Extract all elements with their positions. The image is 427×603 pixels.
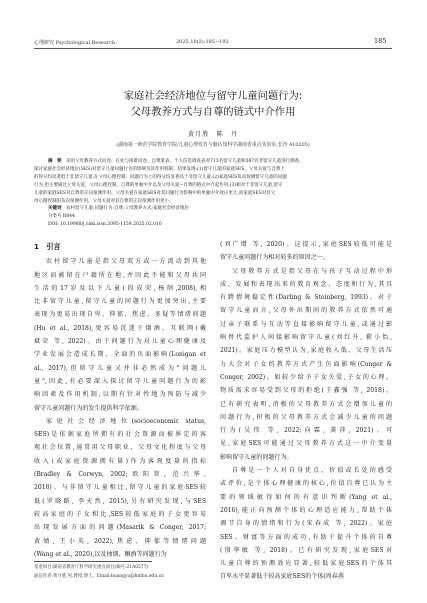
affiliation: (湖南第一师范学院教育学院/儿童心理发育与脑认知科学湖南省重点实验室,长沙 410205)	[116, 142, 310, 148]
abstract-line: 母心理控制的负向预测作用、父母关爱对其自尊的正向预测作用更小。	[34, 198, 174, 204]
header-rule	[34, 48, 392, 49]
body-text-line: 观社会位置,通常用父母职业、父母文化程度与父母	[34, 444, 206, 452]
body-text-line: 斌荣 等, 2022)。由于问题行为对儿童心理健康及	[34, 338, 206, 346]
body-text-line: 父母教养方式是指父母在与孩子互动过程中形	[232, 267, 392, 275]
authors: 黄月胜 陈 丹	[187, 131, 239, 138]
body-text-line: 力大会对子女的教养方式产生负面影响(Conger &	[220, 360, 392, 368]
paper-title-line-2: 父母教养方式与自尊的链式中介作用	[130, 106, 296, 118]
abstract	[34, 158, 392, 229]
footnote-rule	[34, 561, 152, 562]
body-text-line: 物质需求容易受到父母的拒绝(王鑫强 等, 2018)。	[220, 387, 392, 395]
abstract-line: 的得分均显著低于非留守儿童,在父母心理控制、问题行为上的得分均显著高于非留守儿童;(2)家庭SES负向预测留守儿童的问题	[34, 174, 287, 180]
body-text-line: 影响留守儿童的问题行为。	[220, 453, 293, 461]
body-text-line: 留守儿童而言,父母外出期间的教养方式依然可通	[220, 307, 392, 315]
abstract-line: 采用父母教养方式问卷、长处与困难问卷、自尊量表、个人信息调查表对713名留守儿童和387名非留守儿童进行测查,	[66, 159, 301, 164]
body-text-line: 比非留守儿童,留守儿童的问题行为更加突出,主要	[34, 298, 206, 306]
page-number: 185	[374, 37, 387, 45]
section-heading-introduction: 1 引言	[34, 242, 61, 251]
body-text-line: 农村留守儿童是指父母双方或一方流动到其他	[46, 258, 206, 266]
body-text-line: SES)是依据家庭所拥有的社会资源而被界定的客	[34, 431, 206, 439]
left-column-body	[34, 255, 206, 561]
body-text-line: (殷华敏 等, 2018)。已有研究发现,家庭SES对	[220, 546, 392, 554]
body-text-line: 2021)。家庭压力模型认为,家庭收入低、父母生活压	[220, 347, 392, 355]
body-text-line: al., 2017),但留守儿童又并非必然成为"问题儿	[34, 364, 206, 372]
body-text-line: 行为(吴伟 等, 2022;向霖, 龚萍, 2021)。可	[220, 427, 392, 435]
right-column	[220, 238, 392, 584]
body-text-line: 见,家庭SES可能通过父母教养方式这一中介变量	[220, 440, 392, 448]
body-text-line: 出现发展方面的问题(Masarik & Conger, 2017;	[34, 524, 206, 532]
body-text-line: 地区而被留在户籍所在地,并因此不能和父母共同	[34, 271, 206, 279]
abstract-line: 行为,但主要通过父母关爱、父母心理控制、自尊的单独中介以及父母关爱−自尊的链式中介起作用;(3)相对于非留守儿童,留守	[34, 182, 283, 188]
body-text-line: 问题行为,积极的父母教养方式会减少儿童的问题	[220, 413, 392, 421]
abstract-line: 儿童的家庭SES对自尊的正向预测作用、父母关爱在家庭SES对其问题行为影响中的单独中介效应更大,而家庭SES对其父	[34, 190, 276, 196]
body-text-line: 要的领域敏得如何的有意识判断(Yang et al.,	[220, 493, 392, 501]
body-text-line: 生活的17岁及以下儿童(段成荣,杨舸,2008),相	[34, 284, 206, 292]
body-text-line: 有跨情境稳定性(Darling & Steinberg, 1993)。对于	[220, 294, 392, 302]
body-text-line: 黄婧, 王小英, 2022),焦虑、抑郁等情绪问题	[34, 537, 206, 545]
right-column-body	[220, 238, 392, 584]
body-text-line: 自尊是一个人对自身优点、价值或长处的感受	[232, 467, 392, 475]
body-text-line: 表现为更易出现自卑、抑郁、焦虑、多疑等情绪问题	[34, 311, 206, 319]
body-text-line: 2018)。与非留守儿童相比,留守儿童的家庭SES较	[34, 484, 206, 492]
body-text-line: 成、发展和表现出来的教育观念、态度和行为,其具	[220, 280, 392, 288]
issue-info: 2025,18(2):185−192	[176, 39, 229, 45]
body-text-line: 调节自身的情绪和行为(宋春成 等, 2022)。家庭	[220, 520, 392, 528]
body-text-line: (Wang et al., 2020),以及抽烟、酗酒等问题行为	[34, 550, 167, 558]
keywords-label: 关键词	[48, 206, 62, 212]
body-text-line: SES、财富等方面的成功,有助于提升个体的自尊	[220, 533, 392, 541]
paper-title-line-1: 家庭社会经济地位与留守儿童问题行为:	[123, 90, 303, 102]
body-text-line: 自卑水平显著低于较高家庭SES的个体(周春燕	[220, 573, 344, 581]
body-text-line: 较高家庭的子女相比,SES较低家庭的子女更容易	[34, 510, 206, 518]
body-text-line: (刘广增 等, 2020)。这提示,家庭SES较低可能是	[220, 241, 392, 248]
body-text-line: 童",因此,有必要深入探讨留守儿童问题行为的影	[34, 377, 206, 385]
body-text-line: 收入(或家庭资源拥有量)作为客观度量的指标	[34, 457, 206, 465]
body-text-line: 儿童自尊的预测效应显著,较低家庭SES的个体其	[220, 560, 392, 568]
body-text-line: 响因素及作用机制,以期有针对性地为预防与减少	[34, 391, 206, 399]
body-text-line: 留守儿童问题行为相对较多的原因之一。	[220, 254, 329, 262]
abstract-label: 摘 要	[48, 159, 62, 164]
body-text-line: 家庭社会经济地位(socioeconomic status,	[46, 417, 206, 425]
body-text-line: (Hu et al., 2018),更容易沉迷于烟酒、互联网(戴	[34, 324, 206, 332]
body-text-line: (Bradley & Corwyn, 2002;欧阳智, 范兴华,	[34, 471, 206, 479]
doi: DOI: 10.19988/j.cnki.issn.2095-1159.2025.02.010	[48, 222, 162, 228]
body-text-line: 过亲子联系与互动等直接影响留守儿童,或通过影	[220, 320, 392, 328]
body-text-line: 已有研究表明,消极的父母教养方式会增加儿童的	[220, 400, 392, 408]
body-text-line: 或评价,是个体心理健康的核心,价值自尊已认为主	[220, 480, 392, 488]
body-text-line: 低(罗晓路, 李天然, 2015),另有研究发现,与SES	[34, 497, 206, 505]
body-text-line: 2016),能正向预测个体的心理适应能力,帮助个体	[220, 506, 392, 514]
footnote-fund: 基金项目:湖南省教育厅科学研究重点项目(编号:21A0577)	[34, 565, 149, 570]
journal-name-en: Psychological Research	[55, 40, 116, 46]
body-text-line: 响替代监护人间接影响留守儿童(刘红升, 靳小怡,	[220, 334, 392, 342]
body-text-line: 留守儿童问题行为的发生提供科学依据。	[34, 404, 143, 412]
journal-name-cn: 心理研究	[34, 40, 55, 46]
journal-header	[34, 39, 115, 46]
footnote-contact: 通信作者:黄月胜,男,教授,博士。Email:huangyu@hnfnu.edu.cn	[34, 574, 164, 579]
body-text-line: 学业发展会造成长期、全面的负面影响(Lonigan et	[34, 351, 206, 359]
left-column	[34, 238, 206, 561]
classification-number: 分类号 B844	[48, 214, 75, 220]
keywords: 农村留守儿童;问题行为;自尊;父母教养方式;家庭社会经济地位	[66, 206, 190, 212]
body-text-line: Conger, 2002)。如较少给予子女关爱,子女的心理、	[220, 373, 392, 381]
abstract-line: 探讨家庭社会经济地位(SES)对留守儿童问题行为的影响及其作用机制。结果发现:(1)留守儿童的家庭SES、父母关爱与自尊上	[34, 166, 285, 172]
